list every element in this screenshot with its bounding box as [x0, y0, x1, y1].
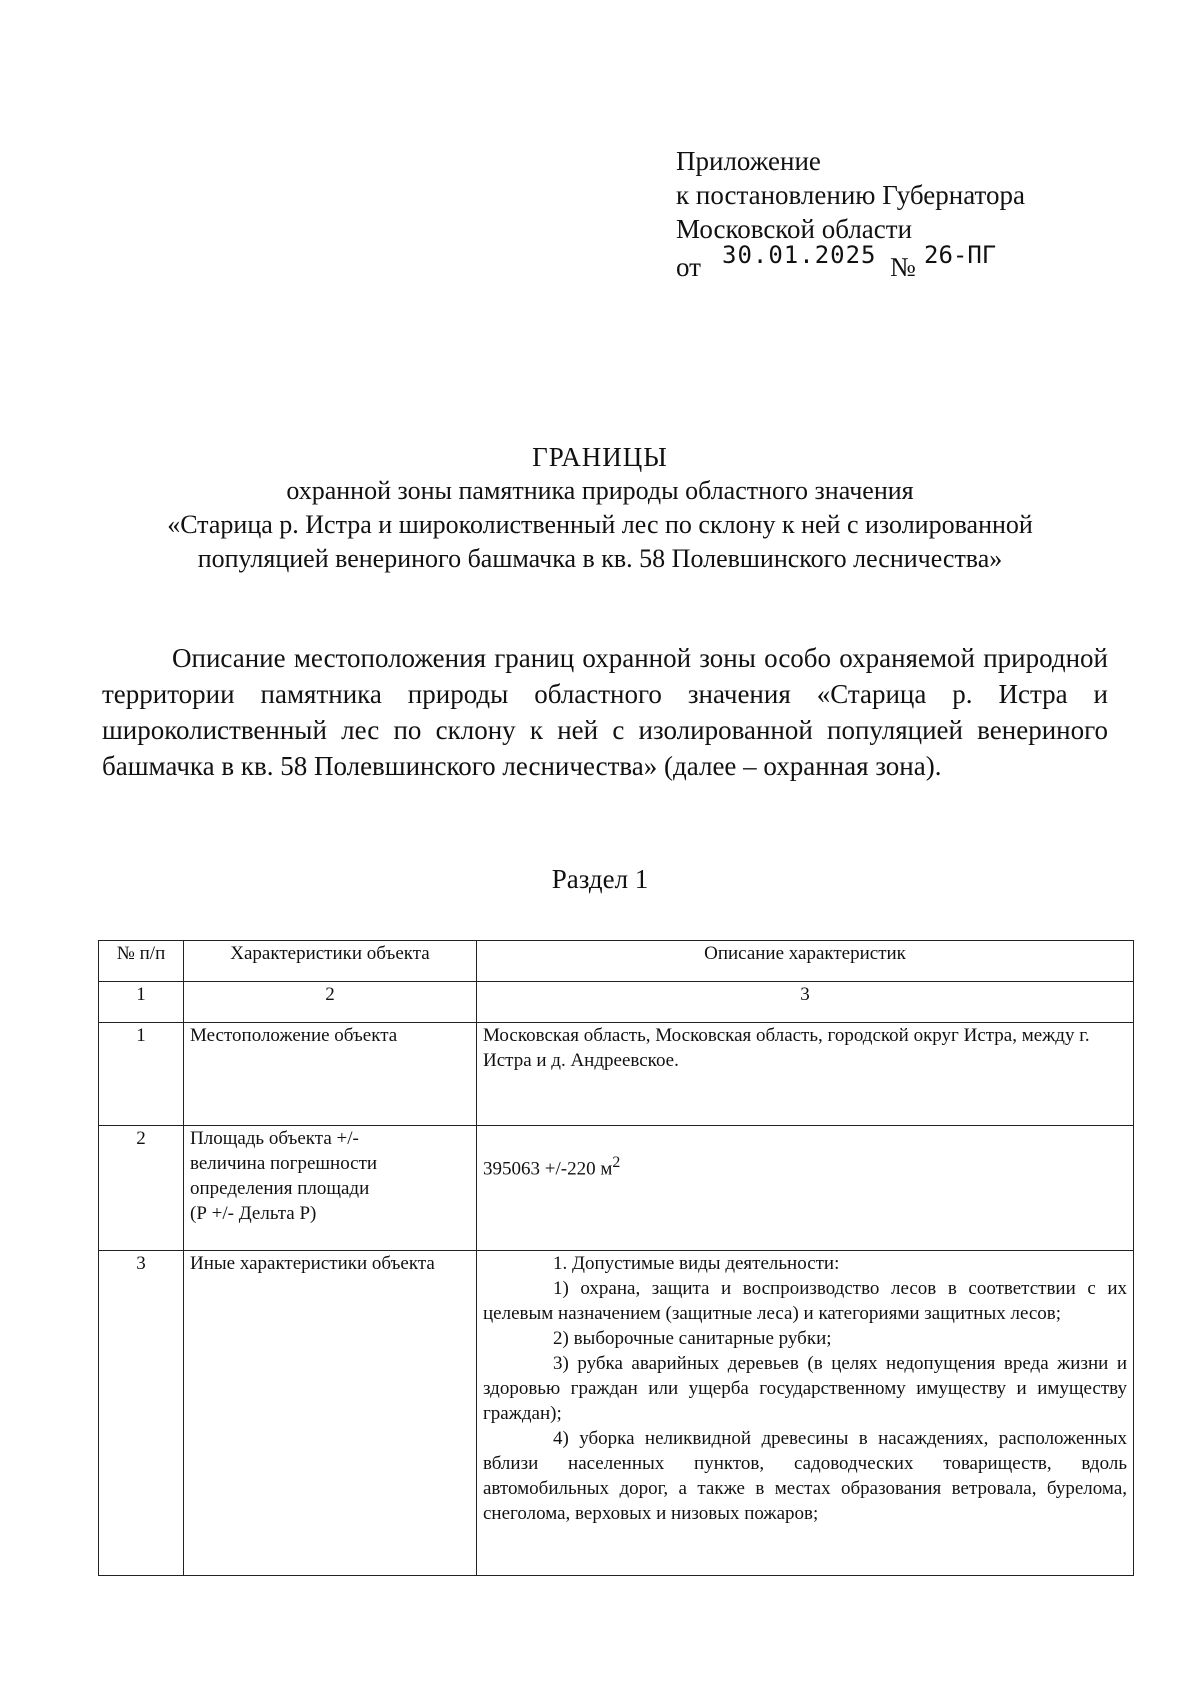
header-num: № п/п: [99, 941, 184, 982]
approval-line-3: Московской области: [676, 214, 913, 244]
area-value: 395063 +/-220 $м^2$: [483, 1154, 621, 1180]
heading-line-2: «Старица р. Истра и широколиственный лес по склону к ней с изолированной: [167, 510, 1033, 539]
row-name-line: (Р +/- Дельта Р): [190, 1203, 317, 1224]
heading-line-3: популяцией венериного башмачка в кв. 58 Полевшинского лесничества»: [197, 544, 1003, 573]
header-characteristic: Характеристики объекта: [184, 941, 477, 982]
col-number-2: 2: [184, 982, 477, 1023]
row-num: 3: [99, 1251, 184, 1576]
list-item: 3) рубка аварийных деревьев (в целях недопущения вреда жизни и здоровью граждан или ущерба государственному имуществу и имуществу граждан);: [483, 1353, 1127, 1424]
area-unit-superscript: 2: [612, 1154, 621, 1171]
row-value-list: [477, 1251, 1134, 1576]
col-number-3: 3: [477, 982, 1134, 1023]
table-header-row: [99, 941, 1134, 982]
list-item: 4) уборка неликвидной древесины в насаждениях, расположенных вблизи населенных пунктов, садоводческих товариществ, вдоль автомобильных дорог, а также в местах образования ветровала, бурелома, снеголома, верховых и низовых пожаров;: [483, 1428, 1127, 1524]
list-item: 1. Допустимые виды деятельности:: [553, 1253, 840, 1274]
list-item: 1) охрана, защита и воспроизводство лесов в соответствии с их целевым назначением (защитные леса) и категориями защитных лесов;: [483, 1278, 1127, 1324]
approval-date: 30.01.2025: [722, 241, 877, 269]
row-name: Местоположение объекта: [184, 1023, 477, 1126]
heading-title: ГРАНИЦЫ: [532, 442, 668, 472]
from-label: от: [676, 252, 701, 282]
list-item: 2) выборочные санитарные рубки;: [553, 1328, 832, 1349]
col-number-1: 1: [99, 982, 184, 1023]
table-column-numbers-row: [99, 982, 1134, 1023]
approval-line-2: к постановлению Губернатора: [676, 180, 1025, 210]
section-title: Раздел 1: [551, 864, 649, 894]
approval-line-1: Приложение: [676, 146, 821, 176]
characteristics-table: [98, 940, 1134, 1576]
row-name-line: определения площади: [190, 1178, 370, 1199]
description-paragraph: [102, 640, 1108, 784]
row-name-line: Площадь объекта +/-: [190, 1128, 359, 1149]
approval-date-line: [676, 241, 1025, 282]
table-row: [99, 1251, 1134, 1576]
row-num: 1: [99, 1023, 184, 1126]
document-heading: [100, 440, 1100, 576]
row-name-line: величина погрешности: [190, 1153, 378, 1174]
header-description: Описание характеристик: [477, 941, 1134, 982]
row-value: Московская область, Московская область, городской округ Истра, между г. Истра и д. Андреевское.: [477, 1023, 1134, 1126]
table-row: [99, 1126, 1134, 1251]
row-name: [184, 1126, 477, 1251]
heading-line-1: охранной зоны памятника природы областного значения: [286, 476, 914, 505]
number-label: №: [890, 252, 916, 282]
description-text: Описание местоположения границ охранной зоны особо охраняемой природной территории памятника природы областного значения «Старица р. Истра и широколиственный лес по склону к ней с изолированной популяцией венериного башмачка в кв. 58 Полевшинского лесничества» (далее – охранная зона).: [102, 643, 1108, 781]
row-name: Иные характеристики объекта: [184, 1251, 477, 1576]
row-num: 2: [99, 1126, 184, 1251]
table-row: [99, 1023, 1134, 1126]
approval-block: [676, 144, 1025, 280]
approval-number: 26-ПГ: [924, 241, 997, 269]
row-value: [477, 1126, 1134, 1251]
